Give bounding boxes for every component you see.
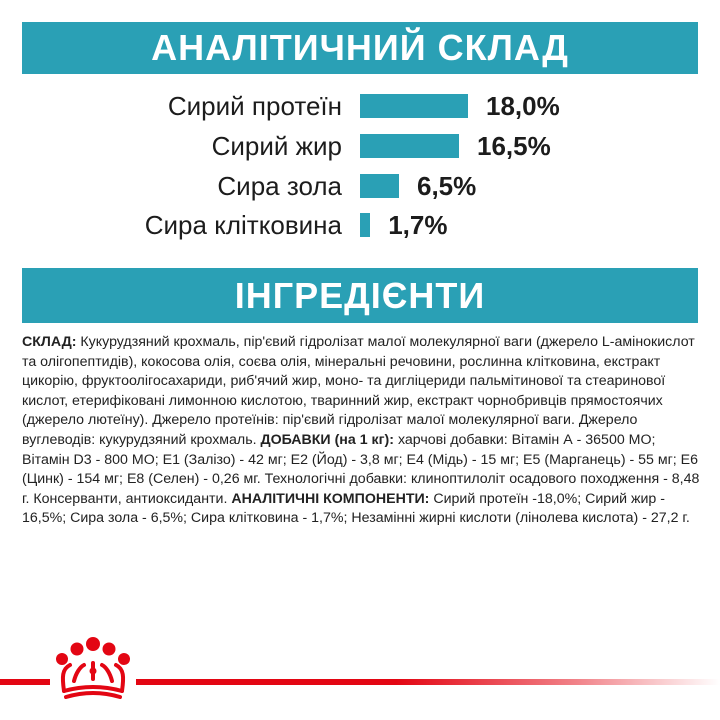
analysis-row-value: 1,7%	[388, 210, 448, 240]
analysis-row-label: Сира зола	[217, 171, 342, 201]
royal-canin-crown-icon	[50, 633, 136, 703]
analysis-chart	[0, 84, 720, 254]
components-text: Сирий протеїн -18,0%; Сирий жир - 16,5%; Сира зола - 6,5%; Сира клітковина - 1,7%; Незамінні жирні кислоти (лінолева кислота) - 27,2 г.	[22, 490, 690, 527]
analysis-title: АНАЛІТИЧНИЙ СКЛАД	[22, 22, 698, 74]
analysis-row-bar	[360, 213, 370, 237]
analysis-row-label: Сирий жир	[211, 131, 342, 161]
analysis-row-value: 16,5%	[477, 131, 551, 161]
analysis-row-bar	[360, 134, 459, 158]
composition-label: СКЛАД:	[22, 334, 77, 350]
additives-label: ДОБАВКИ (на 1 кг):	[260, 431, 394, 448]
analysis-row	[0, 86, 720, 126]
analysis-row-label: Сира клітковина	[144, 210, 342, 240]
analysis-row-value: 6,5%	[417, 171, 477, 201]
analysis-row	[0, 205, 720, 245]
ingredients-text	[22, 333, 702, 529]
composition-text: Кукурудзяний крохмаль, пір'євий гідролізат малої молекулярної ваги (джерело L-амінокислот та олігопептидів), кокосова олія, соєва олія, мінеральні речовини, рослинна клітковина, екстракт цикорію, фруктоолігосахариди, риб'ячий жир, моно- та дигліцериди пальмітинової та стеаринової кислот, етерифіковані лимонною кислотою, тваринний жир, екстракт чорнобривців прямостоячих (джерело лютеїну). Джерело протеїнів: пір'євий гідролізат малої молекулярної ваги. Джерело вуглеводів: кукурудзяний крохмаль.	[22, 334, 695, 448]
analysis-row-label: Сирий протеїн	[167, 91, 342, 121]
analysis-row-value: 18,0%	[486, 91, 560, 121]
ingredients-title: ІНГРЕДІЄНТИ	[22, 268, 698, 323]
analysis-row	[0, 166, 720, 206]
components-label: АНАЛІТИЧНІ КОМПОНЕНТИ:	[231, 490, 430, 507]
analysis-row	[0, 126, 720, 166]
analysis-row-bar	[360, 174, 399, 198]
additives-text: харчові добавки: Вітамін А - 36500 МО; Вітамін D3 - 800 МО; Е1 (Залізо) - 42 мг; Е2 (Йод) - 3,8 мг; Е4 (Мідь) - 15 мг; Е5 (Марганець) - 55 мг; Е6 (Цинк) - 154 мг; Е8 (Селен) - 0,26 мг. Технологічні добавки: клиноптилоліт осадового походження - 8,48 г. Консерванти, антиоксиданти.	[22, 431, 700, 507]
analysis-row-bar	[360, 94, 468, 118]
